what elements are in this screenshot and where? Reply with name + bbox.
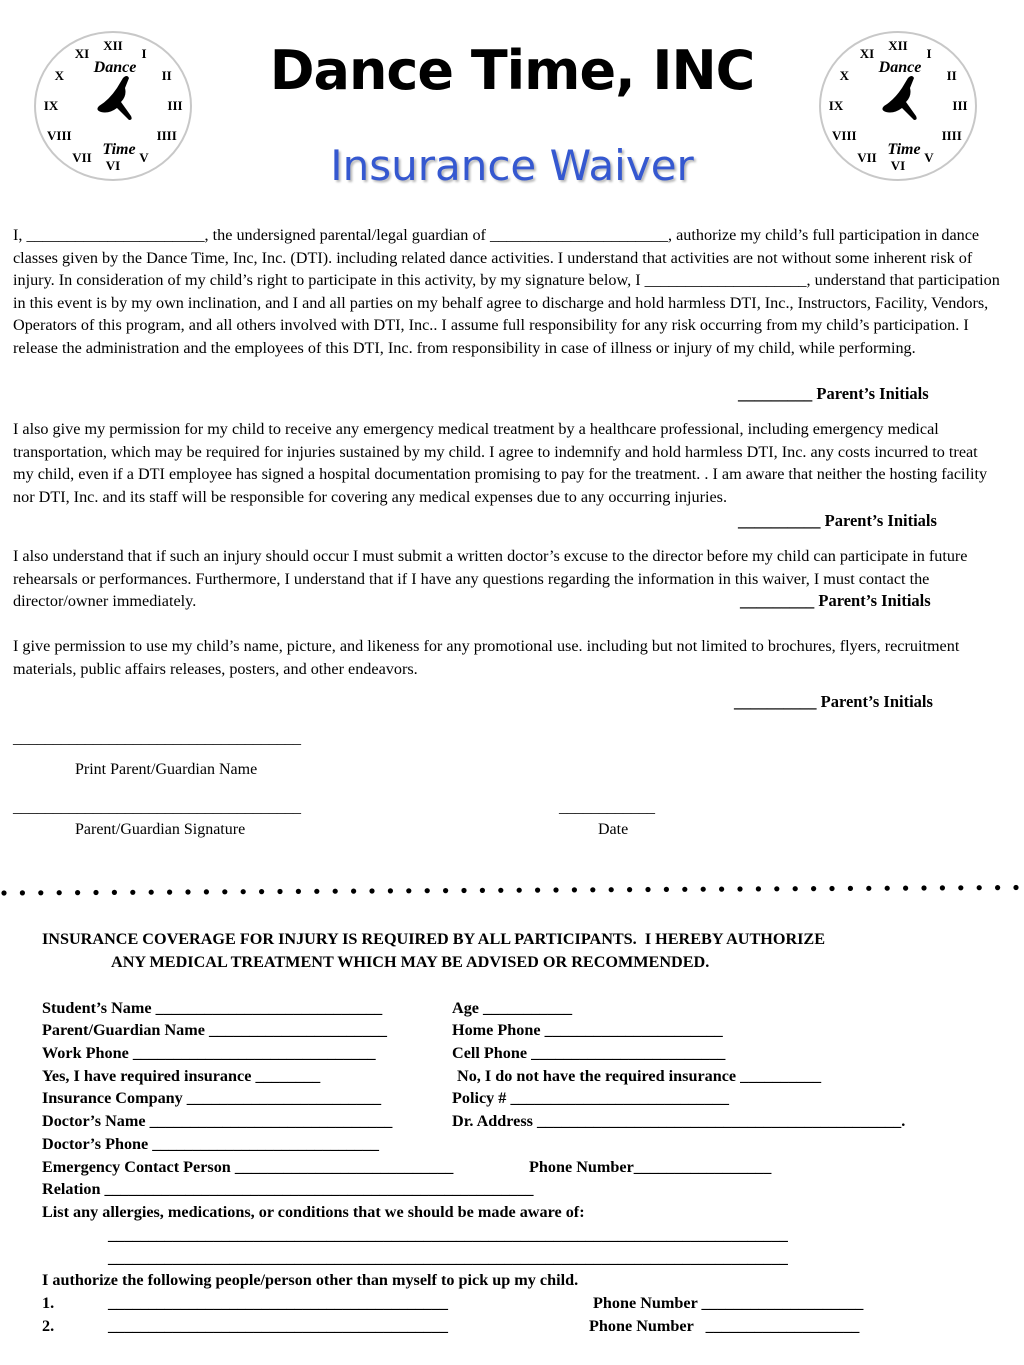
clock-numeral: IIII [156, 128, 177, 143]
clock-numeral: VI [890, 158, 906, 173]
separator-dot [811, 886, 816, 891]
separator-dot [977, 885, 982, 890]
student-name-field[interactable]: Student’s Name ____________________________ [42, 999, 383, 1017]
separator-dot [149, 890, 154, 895]
policy-number-field[interactable]: Policy # ___________________________ [452, 1089, 729, 1107]
parent-initials-1[interactable]: _________ Parent’s Initials [738, 384, 929, 403]
separator-dot [553, 887, 558, 892]
separator-dot [480, 888, 485, 893]
separator-dot [719, 887, 724, 892]
separator-dot [259, 889, 264, 894]
separator-dot [958, 885, 963, 890]
waiver-paragraph-1: I, ______________________, the undersigned parental/legal guardian of ______________________, authorize my child’s full participation in dance classes given by the Dance Time, Inc, Inc. (DTI). including related dance activities. I understand that activities are not without some inherent risk of injury. In consideration of my child’s right to participate in this activity, by my signature below, I ____________________, understand that participation in this event is by my own inclination, and I and all parties on my behalf agree to discharge and hold harmless DTI, Inc., Instructors, Facility, Vendors, Operators of this program, and all others involved with DTI, Inc.. I assume full responsibility for any risk occurring from my child’s participation. I release the administration and the employees of this DTI, Inc. from responsibility in case of illness or injury of my child, while performing. [13, 226, 1000, 357]
separator-dot [296, 889, 301, 894]
parent-initials-2[interactable]: __________ Parent’s Initials [738, 511, 937, 530]
separator-dot [903, 886, 908, 891]
separator-dot [664, 887, 669, 892]
pickup-name-line-1[interactable]: __________________________________________ [108, 1294, 448, 1312]
separator-dot [57, 890, 62, 895]
pickup-phone-1[interactable]: Phone Number ____________________ [593, 1294, 864, 1312]
no-insurance-field[interactable]: No, I do not have the required insurance __________ [457, 1067, 822, 1085]
page-title: Dance Time, INC [269, 39, 755, 102]
separator-dot [93, 890, 98, 895]
separator-dot [682, 887, 687, 892]
doctor-name-field[interactable]: Doctor’s Name ______________________________ [42, 1112, 393, 1130]
logo-word-time: Time [102, 141, 136, 158]
cell-phone-field[interactable]: Cell Phone ________________________ [452, 1044, 726, 1062]
separator-dot [20, 890, 25, 895]
separator-dot [848, 886, 853, 891]
clock-numeral: I [926, 46, 932, 61]
clock-numeral: X [839, 68, 849, 83]
separator-dot [443, 888, 448, 893]
allergies-label: List any allergies, medications, or conditions that we should be made aware of: [42, 1203, 585, 1221]
clock-numeral: III [952, 98, 968, 113]
separator-dot [921, 885, 926, 890]
separator-dot [130, 890, 135, 895]
allergies-line-1[interactable]: ____________________________________________________________________________________ [108, 1226, 788, 1244]
separator-dot [627, 887, 632, 892]
clock-numeral: III [167, 98, 183, 113]
separator-dot [609, 887, 614, 892]
clock-numeral: V [924, 150, 934, 165]
clock-numeral: II [161, 68, 172, 83]
separator-dot [793, 886, 798, 891]
separator-dot [498, 888, 503, 893]
doctor-address-field[interactable]: Dr. Address _____________________________________________. [452, 1112, 906, 1130]
clock-numeral: XI [74, 46, 90, 61]
insurance-company-field[interactable]: Insurance Company ________________________ [42, 1089, 382, 1107]
date-line[interactable]: ____________ [559, 799, 655, 816]
separator-dot [517, 888, 522, 893]
clock-numeral: XII [888, 38, 908, 53]
insurance-heading-line2: ANY MEDICAL TREATMENT WHICH MAY BE ADVISED OR RECOMMENDED. [111, 953, 710, 971]
signature-line[interactable]: ____________________________________ [13, 799, 301, 816]
separator-dot [590, 887, 595, 892]
dotted-separator [0, 880, 1024, 898]
clock-numeral: IIII [941, 128, 962, 143]
logo-word-time: Time [887, 141, 921, 158]
pickup-phone-2[interactable]: Phone Number ___________________ [589, 1317, 860, 1335]
doctor-phone-field[interactable]: Doctor’s Phone ____________________________ [42, 1135, 379, 1153]
parent-initials-4[interactable]: __________ Parent’s Initials [734, 692, 933, 711]
age-field[interactable]: Age ___________ [452, 999, 573, 1017]
logo-word-dance: Dance [93, 59, 137, 76]
separator-dot [645, 887, 650, 892]
pickup-number-1: 1. [42, 1294, 55, 1312]
home-phone-field[interactable]: Home Phone ______________________ [452, 1021, 723, 1039]
clock-numeral: XI [859, 46, 875, 61]
separator-dot [204, 889, 209, 894]
separator-dot [885, 886, 890, 891]
allergies-line-2[interactable]: ____________________________________________________________________________________ [108, 1249, 788, 1267]
separator-dot [333, 889, 338, 894]
print-name-line[interactable]: ____________________________________ [13, 730, 301, 747]
separator-dot [38, 890, 43, 895]
separator-dot [940, 885, 945, 890]
work-phone-field[interactable]: Work Phone ______________________________ [42, 1044, 376, 1062]
logo-word-dance: Dance [878, 59, 922, 76]
waiver-paragraph-2: I also give my permission for my child to receive any emergency medical treatment by a healthcare professional, including emergency medical transportation, which may be required for injuries sustained by my child. I agree to indemnify and hold harmless DTI, Inc. any costs incurred to treat my child, even if a DTI employee has signed a hospital documentation promising to pay for the treatment. . I am aware that neither the hosting facility nor DTI, Inc. and its staff will be responsible for covering any medical expenses due to any occurring injuries. [13, 420, 988, 506]
separator-dot [774, 886, 779, 891]
pickup-number-2: 2. [42, 1317, 55, 1335]
waiver-paragraph-3: I also understand that if such an injury should occur I must submit a written doctor’s excuse to the director before my child can participate in future rehearsals or performances. Furthermore, I understand that if I have any questions regarding the information in this waiver, I must contact the director/owner immediately. [13, 547, 968, 611]
separator-dot [75, 890, 80, 895]
separator-dot [369, 888, 374, 893]
separator-dot [1013, 885, 1018, 890]
has-insurance-field[interactable]: Yes, I have required insurance ________ [42, 1067, 321, 1085]
waiver-paragraph-4: I give permission to use my child’s name, picture, and likeness for any promotional use. including but not limited to brochures, flyers, recruitment materials, public affairs releases, posters, and other endeavors. [13, 637, 960, 678]
clock-numeral: VII [72, 150, 92, 165]
insurance-heading-line1: INSURANCE COVERAGE FOR INJURY IS REQUIRED BY ALL PARTICIPANTS. I HEREBY AUTHORIZE [42, 930, 826, 948]
separator-dot [277, 889, 282, 894]
clock-numeral: II [946, 68, 957, 83]
date-label: Date [598, 821, 629, 838]
pickup-authorization-label: I authorize the following people/person other than myself to pick up my child. [42, 1271, 579, 1289]
parent-name-field[interactable]: Parent/Guardian Name ______________________ [42, 1021, 388, 1039]
clock-numeral: IX [43, 98, 59, 113]
print-name-label: Print Parent/Guardian Name [75, 761, 258, 778]
clock-numeral: VII [857, 150, 877, 165]
emergency-contact-field[interactable]: Emergency Contact Person ___________________________ [42, 1158, 454, 1176]
page-subtitle: Insurance Waiver [330, 141, 694, 190]
signature-label: Parent/Guardian Signature [75, 821, 246, 838]
relation-field[interactable]: Relation _____________________________________________________ [42, 1180, 534, 1198]
separator-dot [241, 889, 246, 894]
separator-dot [351, 889, 356, 894]
separator-dot [112, 890, 117, 895]
clock-numeral: X [54, 68, 64, 83]
separator-dot [829, 886, 834, 891]
pickup-name-line-2[interactable]: __________________________________________ [108, 1317, 448, 1335]
clock-numeral: VIII [832, 128, 857, 143]
clock-numeral: V [139, 150, 149, 165]
separator-dot [1, 890, 6, 895]
clock-numeral: IX [828, 98, 844, 113]
separator-dot [572, 887, 577, 892]
clock-numeral: VI [105, 158, 121, 173]
separator-dot [222, 889, 227, 894]
clock-numeral: VIII [47, 128, 72, 143]
separator-dot [461, 888, 466, 893]
clock-numeral: I [141, 46, 147, 61]
separator-dot [737, 886, 742, 891]
separator-dot [756, 886, 761, 891]
separator-dot [314, 889, 319, 894]
separator-dot [388, 888, 393, 893]
separator-dot [185, 889, 190, 894]
emergency-phone-field[interactable]: Phone Number_________________ [529, 1158, 772, 1176]
separator-dot [701, 887, 706, 892]
separator-dot [406, 888, 411, 893]
separator-dot [167, 890, 172, 895]
separator-dot [425, 888, 430, 893]
separator-dot [995, 885, 1000, 890]
parent-initials-3[interactable]: _________ Parent’s Initials [740, 591, 931, 610]
separator-dot [866, 886, 871, 891]
separator-dot [535, 888, 540, 893]
clock-numeral: XII [103, 38, 123, 53]
